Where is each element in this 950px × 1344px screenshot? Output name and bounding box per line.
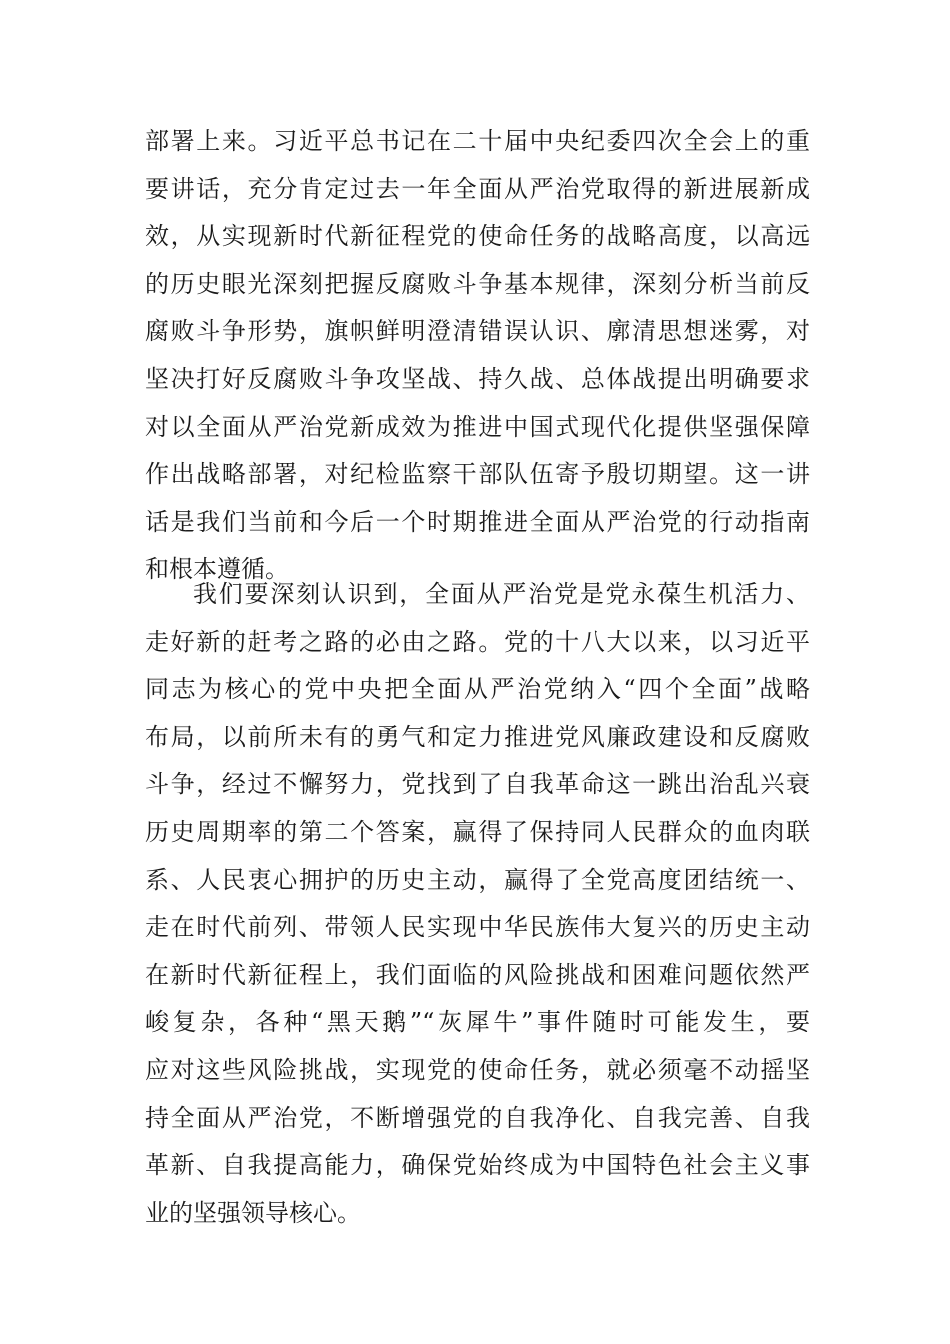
paragraph-line: 同志为核心的党中央把全面从严治党纳入“四个全面”战略 xyxy=(145,675,810,704)
paragraph-line: 业的坚强领导核心。 xyxy=(145,1198,361,1227)
paragraph-line: 腐败斗争形势，旗帜鲜明澄清错误认识、廓清思想迷雾，对 xyxy=(145,317,810,346)
paragraph-line: 要讲话，充分肯定过去一年全面从严治党取得的新进展新成 xyxy=(145,174,810,203)
paragraph-line: 持全面从严治党，不断增强党的自我净化、自我完善、自我 xyxy=(145,1103,810,1132)
paragraph-line: 历史周期率的第二个答案，赢得了保持同人民群众的血肉联 xyxy=(145,817,810,846)
paragraph-line: 斗争，经过不懈努力，党找到了自我革命这一跳出治乱兴衰 xyxy=(145,770,810,799)
paragraph-line: 的历史眼光深刻把握反腐败斗争基本规律，深刻分析当前反 xyxy=(145,269,810,298)
paragraph-first-line: 我们要深刻认识到，全面从严治党是党永葆生机活力、 xyxy=(193,580,810,608)
paragraph-1 xyxy=(145,118,810,594)
paragraph-line: 坚决打好反腐败斗争攻坚战、持久战、总体战提出明确要求 xyxy=(145,364,810,393)
paragraph-2 xyxy=(145,571,810,1237)
paragraph-line: 系、人民衷心拥护的历史主动，赢得了全党高度团结统一、 xyxy=(145,865,810,894)
paragraph-line: 应对这些风险挑战，实现党的使命任务，就必须毫不动摇坚 xyxy=(145,1055,810,1084)
paragraph-line: 对以全面从严治党新成效为推进中国式现代化提供坚强保障 xyxy=(145,412,810,441)
paragraph-line: 走好新的赶考之路的必由之路。党的十八大以来，以习近平 xyxy=(145,627,810,656)
paragraph-line: 效，从实现新时代新征程党的使命任务的战略高度，以高远 xyxy=(145,222,810,251)
paragraph-line: 峻复杂，各种“黑天鹅”“灰犀牛”事件随时可能发生，要 xyxy=(145,1008,810,1037)
paragraph-line: 走在时代前列、带领人民实现中华民族伟大复兴的历史主动 xyxy=(145,913,810,942)
paragraph-line: 和根本遵循。 xyxy=(145,555,289,584)
paragraph-line: 作出战略部署，对纪检监察干部队伍寄予殷切期望。这一讲 xyxy=(145,460,810,489)
paragraph-line: 布局，以前所未有的勇气和定力推进党风廉政建设和反腐败 xyxy=(145,722,810,751)
paragraph-line: 话是我们当前和今后一个时期推进全面从严治党的行动指南 xyxy=(145,507,810,536)
paragraph-line: 在新时代新征程上，我们面临的风险挑战和困难问题依然严 xyxy=(145,960,810,989)
paragraph-line: 部署上来。习近平总书记在二十届中央纪委四次全会上的重 xyxy=(145,127,810,155)
paragraph-line: 革新、自我提高能力，确保党始终成为中国特色社会主义事 xyxy=(145,1151,810,1180)
